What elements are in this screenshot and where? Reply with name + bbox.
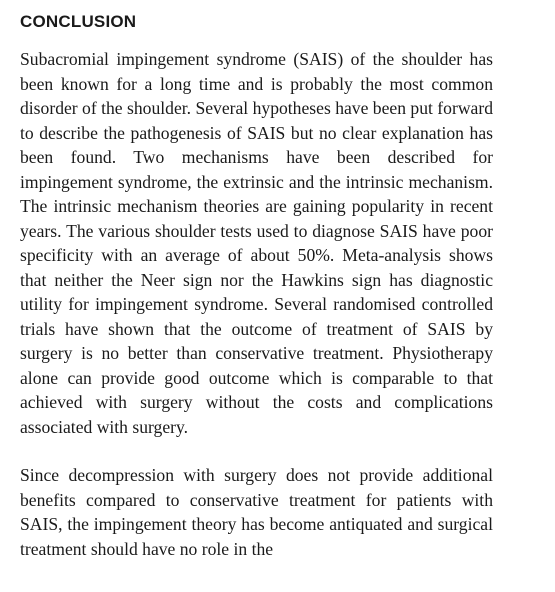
- section-heading: CONCLUSION: [20, 12, 137, 31]
- conclusion-section: [20, 0, 493, 561]
- conclusion-paragraph-2: Since decompression with surgery does not provide additional benefits compared to conservative treatment for patients with SAIS, the impingement theory has become antiquated and surgical treatment should have no role in the: [20, 465, 493, 559]
- conclusion-paragraph-1: Subacromial impingement syndrome (SAIS) of the shoulder has been known for a long time and is probably the most common disorder of the shoulder. Several hypotheses have been put forward to describe the pathogenesis of SAIS but no clear explanation has been found. Two mechanisms have been described for impingement syndrome, the extrinsic and the intrinsic mechanism. The intrinsic mechanism theories are gaining popularity in recent years. The various shoulder tests used to diagnose SAIS have poor specificity with an average of about 50%. Meta-analysis shows that neither the Neer sign nor the Hawkins sign has diagnostic utility for impingement syndrome. Several randomised controlled trials have shown that the outcome of treatment of SAIS by surgery is no better than conservative treatment. Physiotherapy alone can provide good outcome which is comparable to that achieved with surgery without the costs and complications associated with surgery.: [20, 49, 493, 437]
